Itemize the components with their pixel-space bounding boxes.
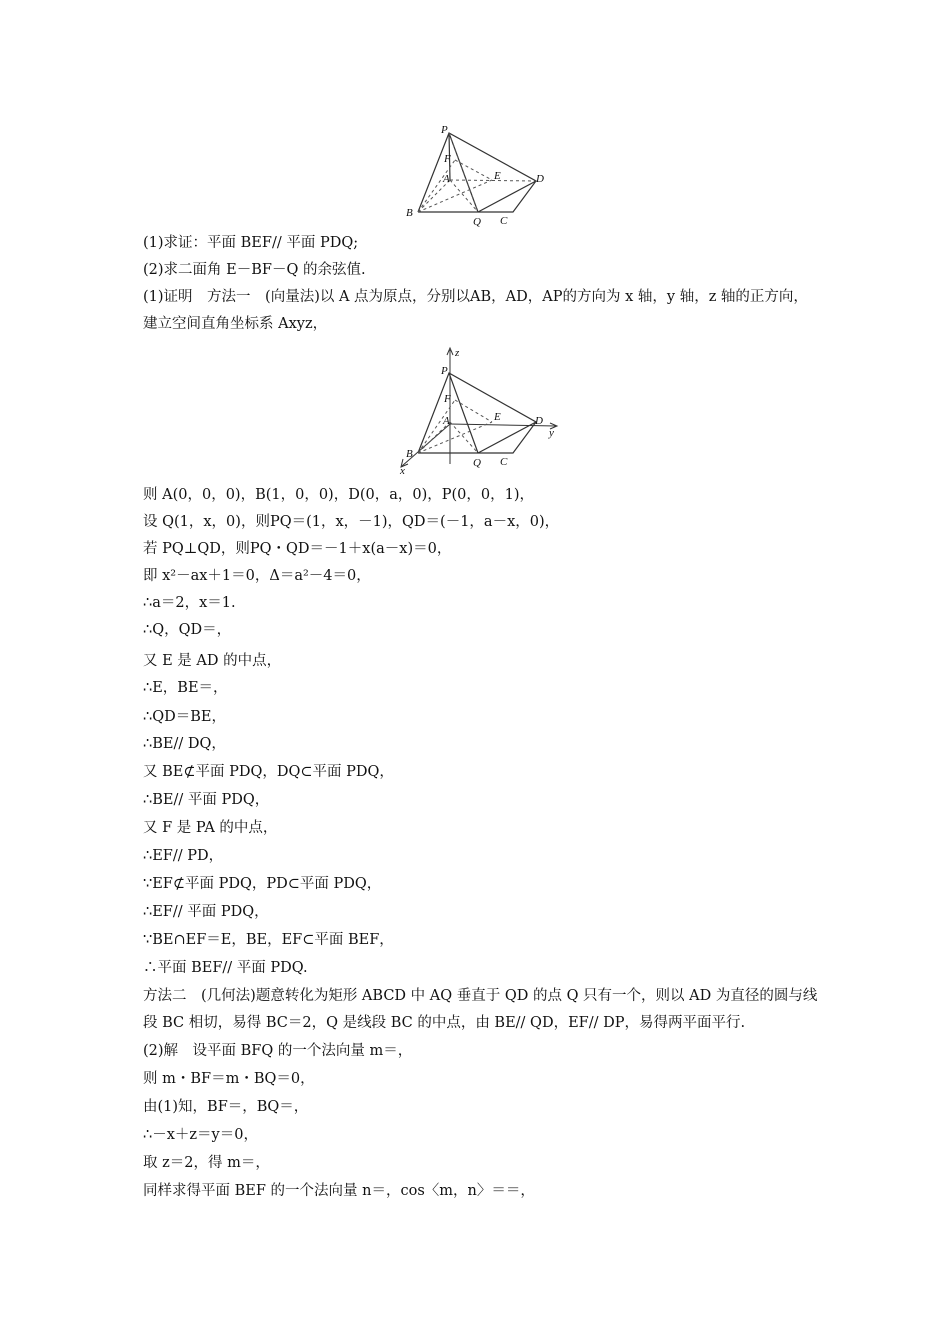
label-D: D — [536, 173, 544, 185]
label-P: P — [441, 124, 448, 136]
text-line: ∴EF// 平面 PDQ， — [143, 904, 269, 920]
label-C: C — [500, 456, 508, 468]
figure-pyramid — [0, 120, 950, 230]
text-line: ∵EF⊄平面 PDQ，PD⊂平面 PDQ， — [143, 876, 382, 892]
label-A: A — [443, 415, 450, 427]
text-line: 又 F 是 PA 的中点， — [143, 820, 278, 836]
label-B: B — [406, 207, 413, 219]
question-1: (1)求证：平面 BEF// 平面 PDQ; — [143, 235, 359, 251]
text-line: 同样求得平面 BEF 的一个法向量 n＝，cos〈m，n〉＝＝， — [143, 1183, 535, 1199]
label-D: D — [535, 415, 543, 427]
text-line: ∴E，BE＝， — [143, 680, 228, 696]
text-line: ∴BE// 平面 PDQ， — [143, 792, 270, 808]
label-Q: Q — [473, 216, 481, 228]
label-F: F — [444, 153, 451, 165]
text-line: ∴EF// PD， — [143, 848, 224, 864]
question-2: (2)求二面角 E－BF－Q 的余弦值. — [143, 262, 366, 278]
text-line: 由(1)知，BF＝，BQ＝， — [143, 1099, 309, 1115]
text-line: ∴Q，QD＝， — [143, 622, 232, 638]
text-line: ∴QD＝BE， — [143, 709, 226, 725]
label-C: C — [500, 215, 508, 227]
label-B: B — [406, 448, 413, 460]
label-Q: Q — [473, 457, 481, 469]
text-line: 设 Q(1，x，0)，则PQ＝(1，x，－1)，QD＝(－1，a－x，0)， — [143, 514, 560, 530]
text-line-coords: 则 A(0，0，0)，B(1，0，0)，D(0，a，0)，P(0，0，1)， — [143, 487, 534, 503]
text-line: 又 BE⊄平面 PDQ，DQ⊂平面 PDQ， — [143, 764, 394, 780]
axis-label-x: x — [400, 465, 405, 477]
text-line-conclusion: ∴平面 BEF// 平面 PDQ. — [143, 960, 308, 976]
figure-coordinate-system — [0, 340, 950, 480]
label-E: E — [494, 411, 501, 423]
text-line: ∵BE∩EF＝E，BE，EF⊂平面 BEF， — [143, 932, 394, 948]
text-line: 即 x²－ax＋1＝0，Δ＝a²－4＝0， — [143, 568, 371, 584]
text-line: ∴a＝2，x＝1. — [143, 595, 236, 611]
label-A: A — [443, 173, 450, 185]
label-P: P — [441, 365, 448, 377]
text-line: 若 PQ⊥QD，则PQ・QD＝－1＋x(a－x)＝0， — [143, 541, 452, 557]
text-line: ∴－x＋z＝y＝0， — [143, 1127, 258, 1143]
axis-label-z: z — [455, 347, 460, 359]
part-2-solution: (2)解 设平面 BFQ 的一个法向量 m＝， — [143, 1043, 413, 1059]
label-E: E — [494, 170, 501, 182]
text-line: 则 m・BF＝m・BQ＝0， — [143, 1071, 315, 1087]
axis-label-y: y — [549, 427, 554, 439]
text-line: 又 E 是 AD 的中点， — [143, 653, 282, 669]
method-2-paragraph: 方法二 (几何法)题意转化为矩形 ABCD 中 AQ 垂直于 QD 的点 Q 只有一个，则以 AD 为直径的圆与线段 BC 相切，易得 BC＝2，Q 是线段 BC 的中点，由 BE// QD，EF// DP，易得两平面平行. — [143, 988, 818, 1031]
text-line: 取 z＝2，得 m＝， — [143, 1155, 270, 1171]
text-line: ∴BE// DQ， — [143, 736, 226, 752]
label-F: F — [444, 393, 451, 405]
proof-method-1-intro: (1)证明 方法一 (向量法)以 A 点为原点，分别以AB，AD，AP的方向为 x 轴，y 轴，z 轴的正方向，建立空间直角坐标系 Axyz， — [143, 289, 808, 332]
